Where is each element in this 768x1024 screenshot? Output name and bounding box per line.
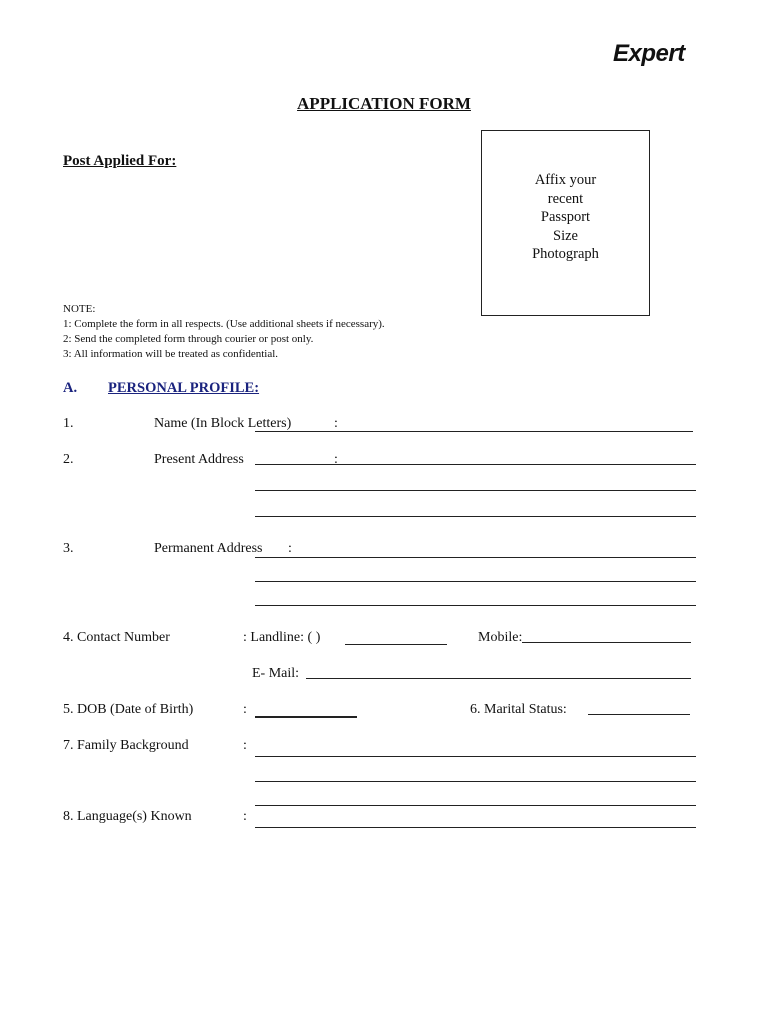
family-background-label: 7. Family Background bbox=[63, 738, 189, 753]
present-address-label: Present Address bbox=[154, 452, 244, 467]
dob-field[interactable] bbox=[255, 716, 357, 718]
landline-field[interactable] bbox=[345, 644, 447, 645]
email-label: E- Mail: bbox=[252, 666, 300, 681]
dob-label: 5. DOB (Date of Birth) bbox=[63, 702, 194, 717]
page-title: APPLICATION FORM bbox=[297, 94, 471, 113]
permanent-address-colon: : bbox=[288, 541, 292, 556]
email-field[interactable] bbox=[306, 678, 691, 679]
field-number: 1. bbox=[63, 416, 74, 431]
family-background-colon: : bbox=[243, 738, 247, 753]
languages-known-colon: : bbox=[243, 809, 247, 824]
name-colon: : bbox=[334, 416, 338, 431]
permanent-address-field-2[interactable] bbox=[255, 581, 696, 582]
photo-line: Photograph bbox=[532, 246, 599, 262]
marital-status-label: 6. Marital Status: bbox=[470, 702, 567, 717]
field-number: 3. bbox=[63, 541, 74, 556]
note-heading: NOTE: bbox=[63, 303, 96, 315]
name-label: Name (In Block Letters) bbox=[154, 416, 292, 431]
languages-known-field[interactable] bbox=[255, 827, 696, 828]
section-letter: A. bbox=[63, 380, 78, 396]
post-applied-label: Post Applied For: bbox=[63, 153, 177, 169]
section-title: PERSONAL PROFILE: bbox=[108, 380, 260, 396]
photo-line: Passport bbox=[540, 209, 591, 225]
name-field[interactable] bbox=[255, 431, 693, 432]
mobile-label: Mobile: bbox=[478, 630, 523, 645]
dob-colon: : bbox=[243, 702, 247, 717]
note-item: 3: All information will be treated as confidential. bbox=[63, 348, 279, 360]
note-item: 1: Complete the form in all respects. (Use additional sheets if necessary). bbox=[63, 318, 385, 330]
present-address-field-1[interactable] bbox=[255, 464, 696, 465]
field-number: 2. bbox=[63, 452, 74, 467]
family-background-field-3[interactable] bbox=[255, 805, 696, 806]
photo-box bbox=[481, 130, 650, 316]
photo-instructions bbox=[482, 171, 649, 264]
present-address-field-2[interactable] bbox=[255, 490, 696, 491]
family-background-field-1[interactable] bbox=[255, 756, 696, 757]
family-background-field-2[interactable] bbox=[255, 781, 696, 782]
mobile-field[interactable] bbox=[522, 642, 691, 643]
note-item: 2: Send the completed form through courier or post only. bbox=[63, 333, 314, 345]
company-logo: Expert bbox=[613, 40, 685, 67]
permanent-address-field-3[interactable] bbox=[255, 605, 696, 606]
present-address-colon: : bbox=[334, 452, 338, 467]
languages-known-label: 8. Language(s) Known bbox=[63, 809, 192, 824]
photo-line: Size bbox=[553, 227, 578, 244]
photo-line: recent bbox=[547, 190, 584, 207]
present-address-field-3[interactable] bbox=[255, 516, 696, 517]
contact-number-label: 4. Contact Number bbox=[63, 630, 170, 645]
photo-line: Affix your bbox=[534, 172, 597, 188]
permanent-address-field-1[interactable] bbox=[255, 557, 696, 558]
note-block bbox=[63, 302, 385, 362]
marital-status-field[interactable] bbox=[588, 714, 690, 715]
permanent-address-label: Permanent Address bbox=[154, 541, 263, 556]
landline-label: : Landline: ( ) bbox=[243, 630, 321, 645]
